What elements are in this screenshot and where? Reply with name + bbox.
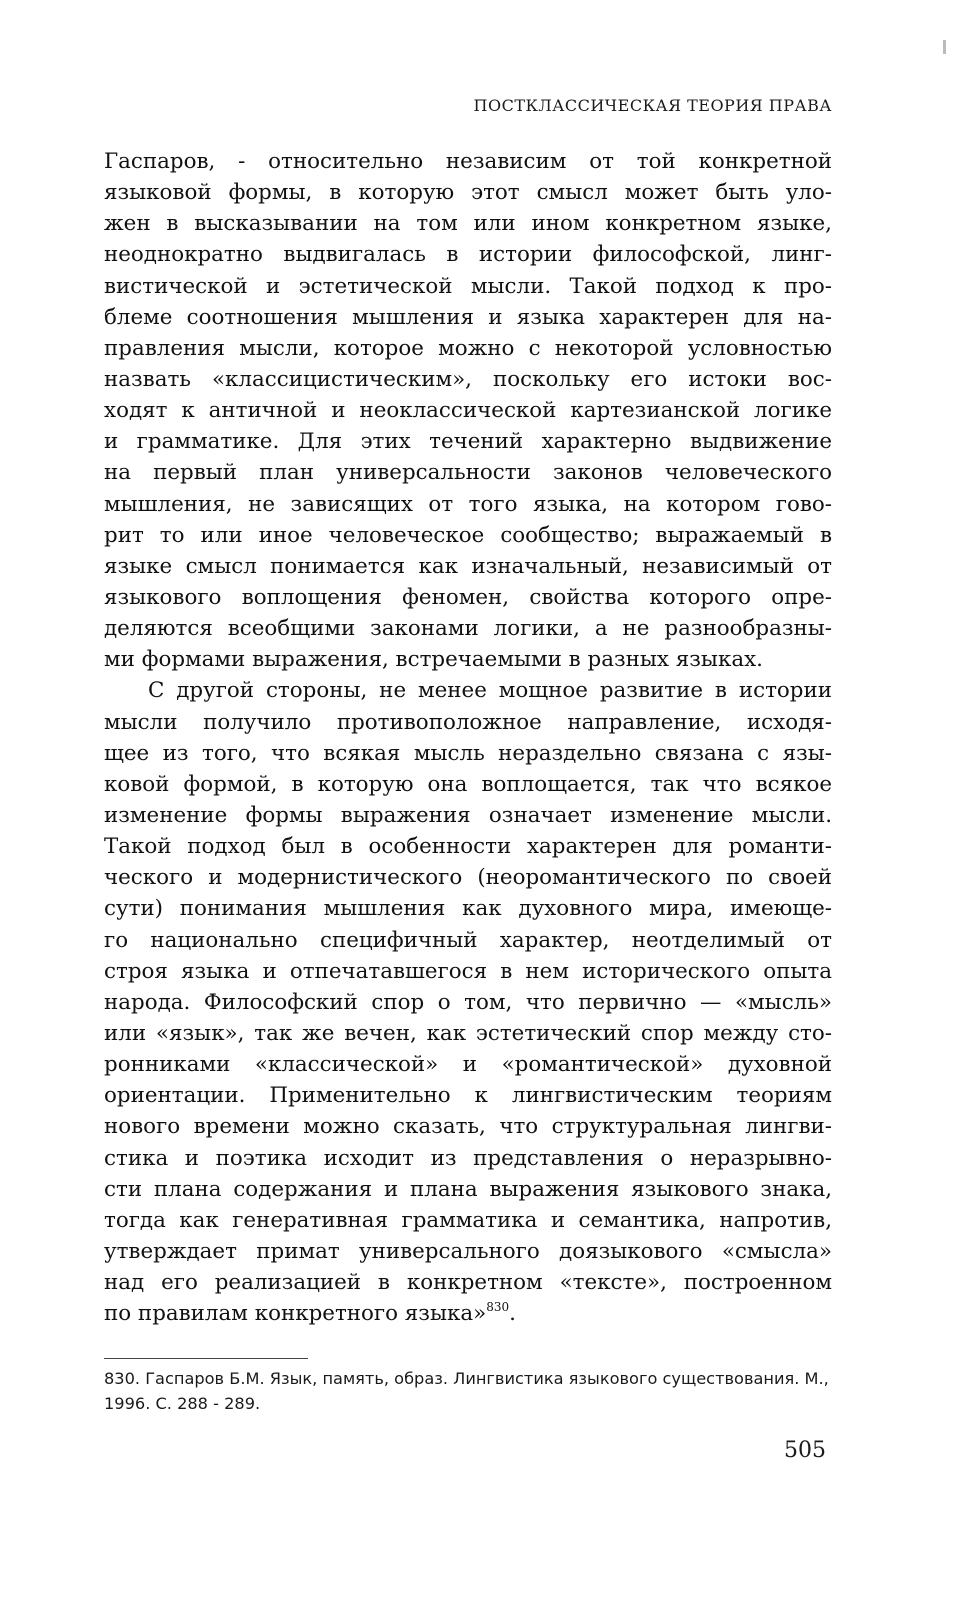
text-line: ческого и модернистического (неоромантического по своей — [104, 865, 832, 891]
paragraph-1 — [104, 146, 832, 675]
footnote-reference[interactable]: 830 — [486, 1300, 510, 1315]
text-line: сти плана содержания и плана выражения языкового знака, — [104, 1176, 832, 1202]
text-line: С другой стороны, не менее мощное развитие в истории — [148, 678, 832, 704]
text-line: деляются всеобщими законами логики, а не разнообразны- — [104, 616, 832, 642]
text-line: строя языка и отпечатавшегося в нем исторического опыта — [104, 958, 832, 984]
text-line: назвать «классицистическим», поскольку его истоки вос- — [104, 366, 832, 392]
text-line: ми формами выражения, встречаемыми в разных языках. — [104, 647, 763, 673]
text-line: неоднократно выдвигалась в истории философской, линг- — [104, 242, 832, 268]
text-line: рит то или иное человеческое сообщество; выражаемый в — [104, 522, 832, 548]
text-line: щее из того, что всякая мысль нераздельно связана с язы- — [104, 740, 832, 766]
text-line: ковой формой, в которую она воплощается, так что всякое — [104, 771, 832, 797]
footnote-line: 830. Гаспаров Б.М. Язык, память, образ. Лингвистика языкового существования. М., — [104, 1369, 829, 1388]
body-text — [104, 146, 832, 1329]
scan-edge-mark — [943, 40, 946, 54]
text-line: над его реализацией в конкретном «тексте», построенном — [104, 1270, 832, 1296]
text-line: нового времени можно сказать, что структуральная лингви- — [104, 1114, 832, 1140]
text-line: утверждает примат универсального доязыкового «смысла» — [104, 1238, 832, 1264]
text-line: народа. Философский спор о том, что первично — «мысль» — [104, 989, 832, 1015]
footnote — [104, 1366, 840, 1416]
last-line-text: по правилам конкретного языка» — [104, 1301, 487, 1327]
text-line: изменение формы выражения означает изменение мысли. — [104, 802, 832, 828]
text-line: языкового воплощения феномен, свойства которого опре- — [104, 584, 832, 610]
text-line: правления мысли, которое можно с некоторой условностью — [104, 335, 832, 361]
text-line: тогда как генеративная грамматика и семантика, напротив, — [104, 1207, 832, 1233]
text-line: Гаспаров, - относительно независим от той конкретной — [104, 149, 832, 174]
text-line: мышления, не зависящих от того языка, на котором гово- — [104, 491, 832, 517]
text-line: вистической и эстетической мысли. Такой подход к про- — [104, 273, 832, 299]
text-line: языковой формы, в которую этот смысл может быть уло- — [104, 180, 832, 206]
footnote-divider — [104, 1358, 308, 1359]
text-line: блеме соотношения мышления и языка характерен для на- — [104, 304, 832, 330]
text-line: сути) понимания мышления как духовного мира, имеюще- — [104, 896, 832, 922]
text-line: стика и поэтика исходит из представления о неразрывно- — [104, 1145, 832, 1171]
text-line: Такой подход был в особенности характерен для романти- — [104, 834, 832, 860]
footnote-line: 1996. С. 288 - 289. — [104, 1394, 261, 1413]
text-line: или «язык», так же вечен, как эстетический спор между сто- — [104, 1020, 832, 1046]
text-line: ронниками «классической» и «романтической» духовной — [104, 1052, 832, 1078]
last-line-punctuation: . — [509, 1301, 516, 1327]
text-line: ходят к античной и неоклассической картезианской логике — [104, 398, 832, 424]
text-line: мысли получило противоположное направление, исходя- — [104, 709, 832, 735]
text-line: го национально специфичный характер, неотделимый от — [104, 927, 832, 953]
text-line: ориентации. Применительно к лингвистическим теориям — [104, 1083, 832, 1109]
text-line: на первый план универсальности законов человеческого — [104, 460, 832, 486]
page-number: 505 — [784, 1438, 826, 1463]
text-line: языке смысл понимается как изначальный, независимый от — [104, 553, 832, 579]
running-head: ПОСТКЛАССИЧЕСКАЯ ТЕОРИЯ ПРАВА — [473, 96, 832, 115]
text-line: и грамматике. Для этих течений характерно выдвижение — [104, 429, 832, 455]
text-line-last — [104, 1298, 832, 1329]
text-line: жен в высказывании на том или ином конкретном языке, — [104, 211, 832, 237]
paragraph-2 — [104, 675, 832, 1329]
